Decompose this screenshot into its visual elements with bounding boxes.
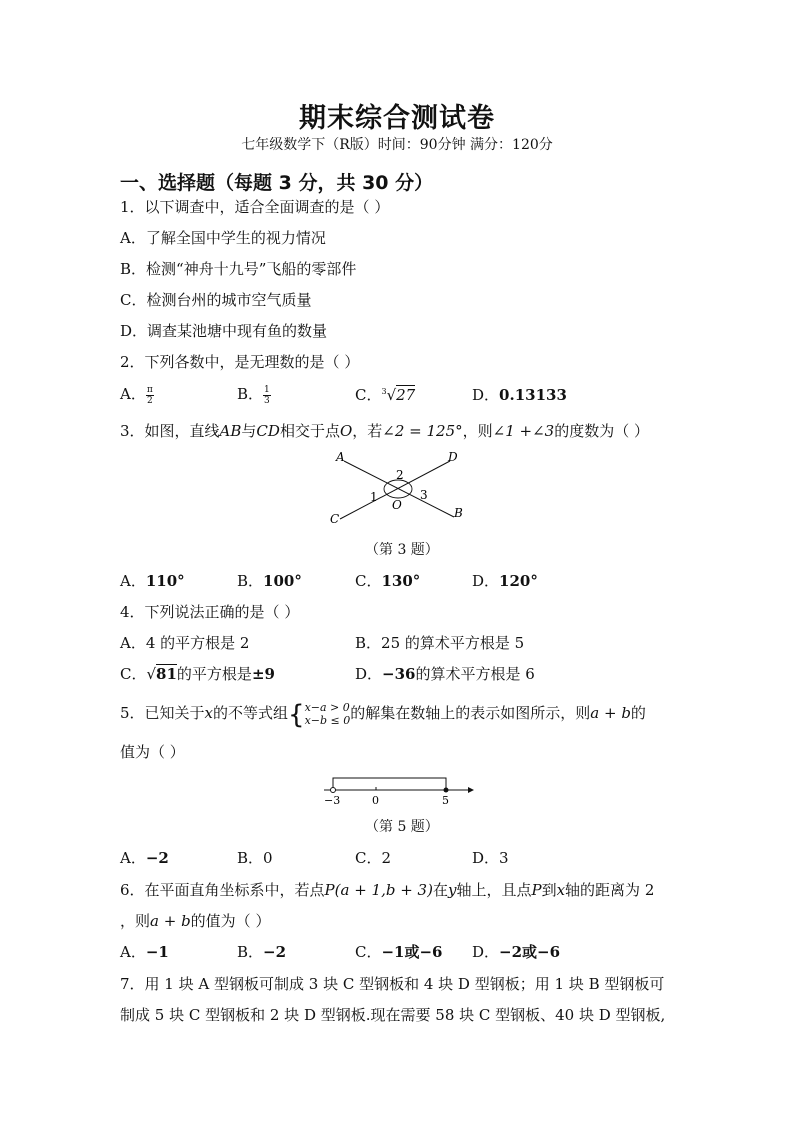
option-c-text: 的平方根是: [176, 665, 252, 683]
question-4-stem: 4．下列说法正确的是（ ）: [120, 603, 300, 621]
expression-a-plus-b: a + b: [150, 912, 191, 930]
option-c-label: C．: [355, 943, 382, 961]
stem-text: ，则: [462, 422, 493, 440]
stem-text: 到: [541, 881, 557, 899]
line-ab: AB: [219, 422, 242, 440]
stem-text: 的解集在数轴上的表示如图所示，则: [350, 704, 591, 722]
question-3-option-b: [237, 570, 302, 591]
label-c: C: [330, 512, 340, 526]
question-6-stem: [120, 879, 654, 900]
stem-text: ，若: [352, 422, 383, 440]
stem-text: 的度数为（ ）: [554, 422, 649, 440]
option-a-value: −2: [145, 849, 169, 867]
option-c-value: −1或−6: [381, 943, 443, 961]
fraction-denominator: 3: [264, 395, 270, 406]
question-4-option-d: [355, 663, 535, 684]
question-3-option-c: [355, 570, 420, 591]
option-d-value: −2或−6: [499, 943, 561, 961]
stem-text: 与: [241, 422, 257, 440]
question-1-option-b: B．检测“神舟十九号”飞船的零部件: [120, 260, 357, 278]
question-3-option-a: [120, 570, 185, 591]
option-a-value: 110°: [145, 572, 185, 590]
option-c-value: ±9: [251, 665, 275, 683]
fraction-numerator: 1: [264, 384, 270, 395]
stem-text: 轴的距离为 2: [565, 881, 655, 899]
fraction-one-third: [263, 385, 271, 406]
option-d-value: 0.13133: [499, 386, 567, 404]
angle-2-value: ∠2 = 125°: [382, 422, 463, 440]
stem-text: 相交于点: [279, 422, 340, 440]
option-a-label: A．: [120, 849, 146, 867]
exam-title: 期末综合测试卷: [299, 103, 495, 134]
question-4-option-a: A．4 的平方根是 2: [120, 634, 250, 652]
option-d-label: D．: [472, 386, 500, 404]
question-2-option-c: [355, 384, 415, 405]
option-a-value: −1: [145, 943, 169, 961]
question-5-option-a: [120, 847, 169, 868]
stem-text: 3．如图，直线: [120, 422, 220, 440]
option-a-label: A．: [120, 385, 146, 403]
variable-x: x: [204, 704, 214, 722]
variable-x: x: [556, 881, 566, 899]
label-a: A: [336, 450, 345, 464]
fraction-denominator: 2: [146, 395, 153, 406]
question-3-option-d: [472, 570, 538, 591]
stem-text: 的: [630, 704, 646, 722]
stem-text: 轴上，且点: [456, 881, 532, 899]
point-p-coordinates: P(a + 1,b + 3): [324, 881, 433, 899]
figure-5-number-line: [318, 770, 478, 808]
stem-text: 6．在平面直角坐标系中，若点: [120, 881, 325, 899]
radicand: 27: [396, 386, 416, 404]
section-heading: 一、选择题（每题 3 分，共 30 分）: [120, 172, 434, 194]
stem-text: ，则: [120, 912, 151, 930]
option-b-label: B．: [237, 385, 264, 403]
option-c-label: C．: [355, 572, 382, 590]
label-o: O: [392, 498, 402, 512]
inequality-2: x−b ≤ 0: [304, 714, 351, 727]
exam-subtitle: 七年级数学下（R版）时间：90分钟 满分：120分: [241, 137, 553, 153]
option-c-value: 130°: [381, 572, 421, 590]
option-d-text: 的算术平方根是 6: [415, 665, 535, 683]
question-3-stem: [120, 420, 649, 441]
line-cd: CD: [256, 422, 280, 440]
expression-a-plus-b: a + b: [590, 704, 631, 722]
option-b-value: 100°: [263, 572, 302, 590]
question-6-option-c: [355, 941, 443, 962]
question-7-line1: 7．用 1 块 A 型钢板可制成 3 块 C 型钢板和 4 块 D 型钢板；用 1 块 B 型钢板可: [120, 975, 665, 993]
brace-icon: {: [288, 700, 305, 730]
figure-3-intersecting-lines: [320, 445, 470, 530]
option-d-value: 120°: [499, 572, 538, 590]
angle-label-3: 3: [420, 488, 428, 502]
option-d-value: −36: [382, 665, 416, 683]
option-d-label: D．: [355, 665, 383, 683]
figure-5-caption: （第 5 题）: [365, 819, 439, 835]
angle-label-1: 1: [370, 490, 378, 504]
option-b-value: −2: [263, 943, 287, 961]
stem-text: 的值为（ ）: [190, 912, 271, 930]
option-d-label: D．: [472, 572, 500, 590]
fraction-pi-over-2: [146, 385, 154, 406]
question-2-option-b: [237, 383, 271, 406]
question-2-option-a: [120, 383, 154, 406]
label-b: B: [454, 506, 463, 520]
inequality-1: x−a > 0: [304, 701, 350, 714]
question-5-stem-line2: 值为（ ）: [120, 743, 185, 761]
figure-3-caption: （第 3 题）: [365, 542, 439, 558]
tick-label-zero: 0: [372, 794, 379, 807]
question-1-option-a: A．了解全国中学生的视力情况: [120, 229, 326, 247]
question-2-option-d: [472, 384, 567, 405]
question-4-option-b: B．25 的算术平方根是 5: [355, 634, 525, 652]
tick-label-neg3: −3: [324, 794, 341, 807]
option-d-label: D．: [472, 943, 500, 961]
question-2-stem: 2．下列各数中，是无理数的是（ ）: [120, 353, 360, 371]
angle-sum: ∠1 +∠3: [492, 422, 555, 440]
fraction-numerator: π: [146, 384, 153, 395]
option-b-label: B．: [237, 943, 264, 961]
stem-text: 的不等式组: [213, 704, 289, 722]
question-6-option-b: [237, 941, 286, 962]
option-c-label: C．: [120, 665, 147, 683]
tick-label-five: 5: [442, 794, 449, 807]
inequality-system: [305, 701, 351, 727]
radical-sign-icon: √: [386, 386, 397, 404]
solid-point-5: [444, 788, 449, 793]
question-6-stem-line2: [120, 910, 270, 931]
question-4-option-c: [120, 663, 275, 684]
point-p: P: [531, 881, 542, 899]
radical-sign-icon: √: [146, 665, 157, 683]
variable-y: y: [447, 881, 457, 899]
question-5-stem: [120, 700, 646, 730]
question-7-line2: 制成 5 块 C 型钢板和 2 块 D 型钢板.现在需要 58 块 C 型钢板、40 块 D 型钢板,: [120, 1006, 666, 1024]
question-5-option-c: C．2: [355, 849, 392, 867]
question-6-option-d: [472, 941, 560, 962]
option-c-label: C．: [355, 386, 382, 404]
option-a-label: A．: [120, 943, 146, 961]
axis-arrow-icon: [468, 787, 474, 793]
question-1-option-c: C．检测台州的城市空气质量: [120, 291, 312, 309]
solution-bracket: [333, 778, 446, 790]
angle-label-2: 2: [396, 468, 404, 482]
hollow-point-neg3: [331, 788, 336, 793]
option-b-label: B．: [237, 572, 264, 590]
question-1-option-d: D．调查某池塘中现有鱼的数量: [120, 322, 328, 340]
question-5-option-b: B．0: [237, 849, 273, 867]
label-d: D: [448, 450, 458, 464]
question-1-stem: 1．以下调查中，适合全面调查的是（ ）: [120, 198, 390, 216]
option-a-label: A．: [120, 572, 146, 590]
stem-text: 在: [432, 881, 448, 899]
stem-text: 5．已知关于: [120, 704, 205, 722]
question-6-option-a: [120, 941, 169, 962]
radicand: 81: [156, 665, 177, 683]
root-index: 3: [381, 387, 387, 396]
question-5-option-d: D．3: [472, 849, 509, 867]
point-o: O: [339, 422, 353, 440]
